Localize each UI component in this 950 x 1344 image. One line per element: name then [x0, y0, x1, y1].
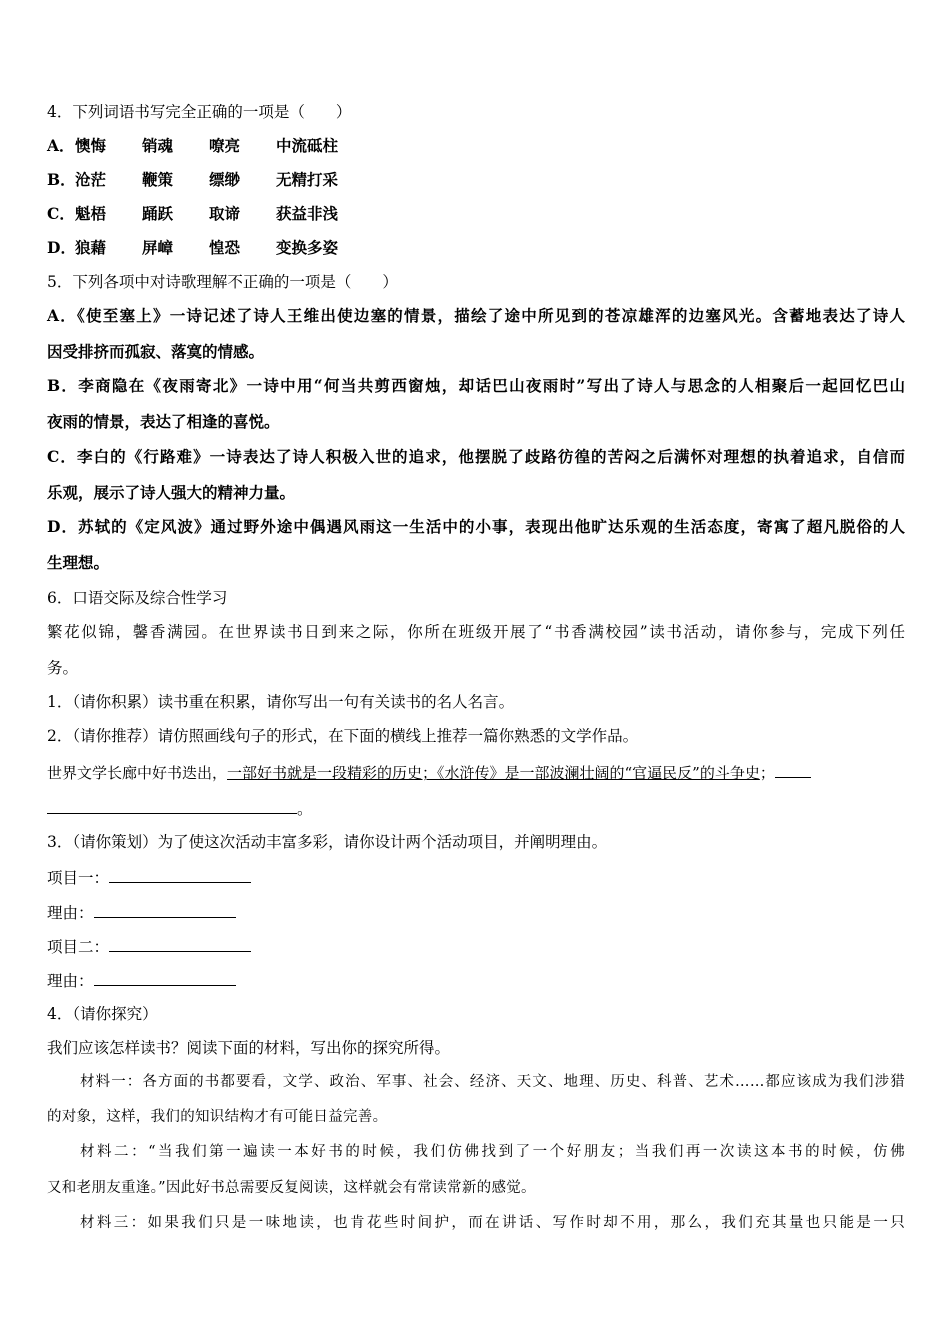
example-separator: ；: [759, 764, 775, 782]
q6-sub3: 3．（请你策划）为了使这次活动丰富多彩，请你设计两个活动项目，并阐明理由。: [47, 833, 608, 851]
option-word: 惶恐: [209, 238, 241, 257]
option-word: 踊跃: [142, 204, 174, 223]
q4-option-a: [47, 136, 905, 156]
q5-option-b-line1: B．李商隐在《夜雨寄北》一诗中用“何当共剪西窗烛，却话巴山夜雨时”写出了诗人与思念的人相聚后一起回忆巴山: [47, 376, 905, 395]
option-word: 中流砥柱: [276, 136, 339, 155]
q4-stem: 4．下列词语书写完全正确的一项是（ ）: [47, 103, 352, 121]
option-key: A．: [47, 136, 75, 155]
example-prefix: 世界文学长廊中好书迭出，: [47, 764, 228, 782]
material2-line2: 又和老朋友重逢。”因此好书总需要反复阅读，这样就会有常读常新的感觉。: [47, 1180, 536, 1196]
material1-line1: 材料一：各方面的书都要看，文学、政治、军事、社会、经济、天文、地理、历史、科普、艺术……都应该成为我们涉猎: [80, 1074, 905, 1090]
item1-label: 项目一：: [47, 869, 110, 887]
reason1-blank[interactable]: [94, 901, 236, 918]
q6-intro-line1: 繁花似锦，馨香满园。在世界读书日到来之际，你所在班级开展了“书香满校园”读书活动，请你参与，完成下列任: [47, 623, 905, 641]
reason1-label: 理由：: [47, 904, 94, 922]
q5-option-d-line2: 生理想。: [47, 553, 110, 572]
material3-line1: 材料三：如果我们只是一味地读，也肯花些时间护，而在讲话、写作时却不用，那么，我们充其量也只能是一只: [80, 1215, 905, 1231]
option-key: C．: [47, 204, 75, 223]
option-word: 变换多姿: [276, 238, 339, 257]
q6-sub2: 2．（请你推荐）请仿照画线句子的形式，在下面的横线上推荐一篇你熟悉的文学作品。: [47, 727, 639, 745]
q4-option-c: [47, 204, 905, 224]
q5-option-c-line1: C．李白的《行路难》一诗表达了诗人积极入世的追求，他摆脱了歧路彷徨的苦闷之后满怀对理想的执着追求，自信而: [47, 447, 905, 466]
option-word: 缥缈: [209, 170, 241, 189]
answer-blank[interactable]: [775, 761, 811, 778]
q5-option-d-line1: D．苏轼的《定风波》通过野外途中偶遇风雨这一生活中的小事，表现出他旷达乐观的生活态度，寄寓了超凡脱俗的人: [47, 517, 905, 536]
item2-label: 项目二：: [47, 938, 110, 956]
material1-line2: 的对象，这样，我们的知识结构才有可能日益完善。: [47, 1109, 388, 1125]
option-word: 懊悔: [75, 136, 107, 155]
q6-sub4: 4．（请你探究）: [47, 1005, 158, 1023]
q4-option-b: [47, 170, 905, 190]
option-word: 销魂: [142, 136, 174, 155]
q5-option-a-line1: A．《使至塞上》一诗记述了诗人王维出使边塞的情景，描绘了途中所见到的苍凉雄浑的边塞风光。含蓄地表达了诗人: [47, 306, 905, 325]
q5-option-b-line2: 夜雨的情景，表达了相逢的喜悦。: [47, 412, 280, 431]
option-word: 鞭策: [142, 170, 174, 189]
option-key: B．: [47, 170, 76, 189]
option-word: 无精打采: [276, 170, 339, 189]
item2-blank[interactable]: [109, 935, 251, 952]
q6-reason1-row: [47, 901, 905, 923]
q6-item2-row: [47, 935, 905, 957]
option-word: 嘹亮: [209, 136, 241, 155]
underlined-sentence: 一部好书就是一段精彩的历史；《水浒传》是一部波澜壮阔的“官逼民反”的斗争史: [227, 764, 760, 782]
option-word: 狼藉: [75, 238, 107, 257]
answer-blank[interactable]: [47, 797, 297, 814]
q6-sub2-example: [47, 761, 905, 783]
material2-line1: 材料二：“当我们第一遍读一本好书的时候，我们仿佛找到了一个好朋友；当我们再一次读这本书的时候，仿佛: [80, 1144, 905, 1160]
q5-option-c-line2: 乐观，展示了诗人强大的精神力量。: [47, 483, 296, 502]
q6-item1-row: [47, 866, 905, 888]
reason2-blank[interactable]: [94, 969, 236, 986]
option-word: 沧茫: [75, 170, 107, 189]
option-word: 获益非浅: [276, 204, 339, 223]
option-word: 魁梧: [75, 204, 107, 223]
q6-title: 6．口语交际及综合性学习: [47, 589, 228, 607]
q6-sub1: 1．（请你积累）读书重在积累，请你写出一句有关读书的名人名言。: [47, 693, 515, 711]
q6-intro-line2: 务。: [47, 659, 79, 677]
option-word: 屏嶂: [142, 238, 174, 257]
q4-option-d: [47, 238, 905, 258]
q5-option-a-line2: 因受排挤而孤寂、落寞的情感。: [47, 342, 265, 361]
q6-sub4-prompt: 我们应该怎样读书？阅读下面的材料，写出你的探究所得。: [47, 1039, 451, 1057]
q5-stem: 5．下列各项中对诗歌理解不正确的一项是（ ）: [47, 273, 398, 291]
option-key: D．: [47, 238, 76, 257]
item1-blank[interactable]: [109, 866, 251, 883]
q6-sub2-answer-line: [47, 797, 905, 819]
answer-period: 。: [297, 800, 313, 818]
option-word: 取谛: [209, 204, 241, 223]
reason2-label: 理由：: [47, 972, 94, 990]
q6-reason2-row: [47, 969, 905, 991]
